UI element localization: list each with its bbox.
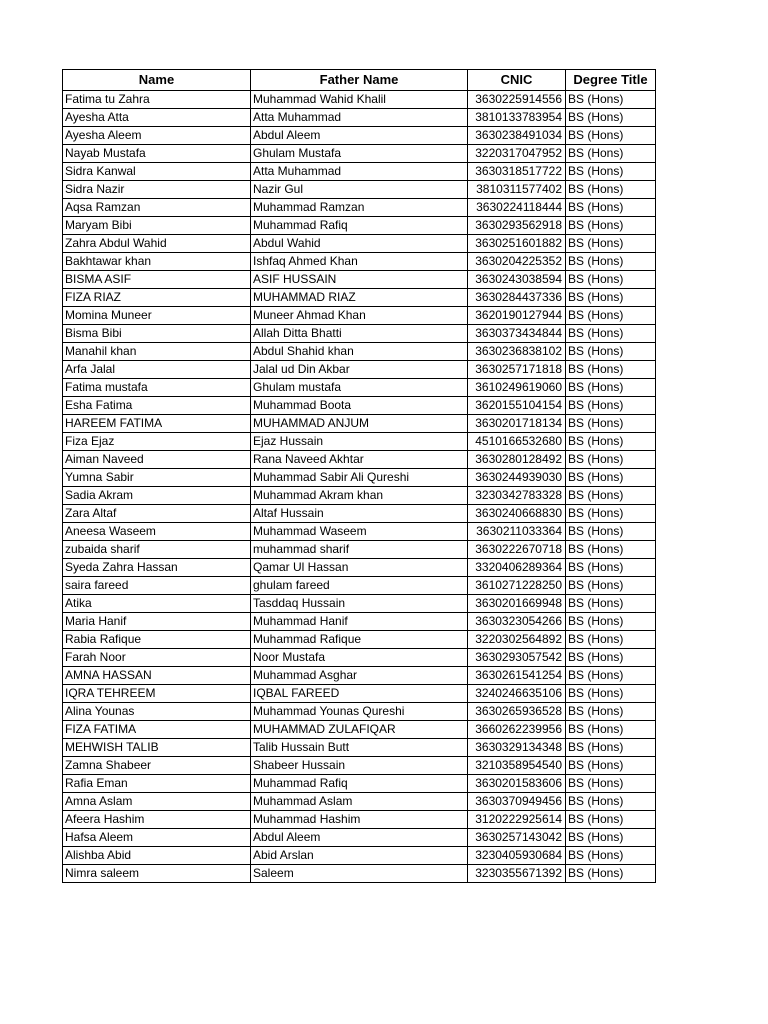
cell-degree-title[interactable]: BS (Hons) [566, 289, 656, 307]
cell-cnic[interactable]: 4510166532680 [468, 433, 566, 451]
table-row [63, 253, 656, 271]
cell-degree-title[interactable]: BS (Hons) [566, 217, 656, 235]
cell-degree-title[interactable]: BS (Hons) [566, 253, 656, 271]
cell-cnic[interactable]: 3630224118444 [468, 199, 566, 217]
table-row [63, 379, 656, 397]
cell-cnic[interactable]: 3220317047952 [468, 145, 566, 163]
cell-father-name[interactable]: Muhammad Hashim [251, 811, 468, 829]
cell-degree-title[interactable]: BS (Hons) [566, 109, 656, 127]
cell-name[interactable]: Momina Muneer [63, 307, 251, 325]
cell-cnic[interactable]: 3630318517722 [468, 163, 566, 181]
table-row [63, 343, 656, 361]
cell-cnic[interactable]: 3660262239956 [468, 721, 566, 739]
table-row [63, 847, 656, 865]
cell-cnic[interactable]: 3630225914556 [468, 91, 566, 109]
cell-father-name[interactable]: MUHAMMAD RIAZ [251, 289, 468, 307]
cell-father-name[interactable]: Muhammad Akram khan [251, 487, 468, 505]
student-table [62, 69, 656, 883]
cell-degree-title[interactable]: BS (Hons) [566, 739, 656, 757]
cell-father-name[interactable]: Abdul Aleem [251, 829, 468, 847]
header-name[interactable]: Name [63, 70, 251, 91]
cell-cnic[interactable]: 3630222670718 [468, 541, 566, 559]
cell-cnic[interactable]: 3630257143042 [468, 829, 566, 847]
cell-degree-title[interactable]: BS (Hons) [566, 703, 656, 721]
cell-degree-title[interactable]: BS (Hons) [566, 433, 656, 451]
cell-cnic[interactable]: 3630265936528 [468, 703, 566, 721]
cell-degree-title[interactable]: BS (Hons) [566, 325, 656, 343]
cell-name[interactable]: Hafsa Aleem [63, 829, 251, 847]
cell-name[interactable]: Arfa Jalal [63, 361, 251, 379]
cell-cnic[interactable]: 3630201718134 [468, 415, 566, 433]
cell-degree-title[interactable]: BS (Hons) [566, 613, 656, 631]
cell-name[interactable]: Sidra Kanwal [63, 163, 251, 181]
cell-cnic[interactable]: 3220302564892 [468, 631, 566, 649]
cell-name[interactable]: zubaida sharif [63, 541, 251, 559]
cell-father-name[interactable]: ghulam fareed [251, 577, 468, 595]
cell-father-name[interactable]: Muneer Ahmad Khan [251, 307, 468, 325]
cell-father-name[interactable]: Muhammad Aslam [251, 793, 468, 811]
cell-cnic[interactable]: 3320406289364 [468, 559, 566, 577]
cell-degree-title[interactable]: BS (Hons) [566, 775, 656, 793]
cell-father-name[interactable]: Qamar Ul Hassan [251, 559, 468, 577]
cell-name[interactable]: Alina Younas [63, 703, 251, 721]
cell-cnic[interactable]: 3630201669948 [468, 595, 566, 613]
cell-name[interactable]: Fatima mustafa [63, 379, 251, 397]
cell-degree-title[interactable]: BS (Hons) [566, 541, 656, 559]
cell-cnic[interactable]: 3210358954540 [468, 757, 566, 775]
cell-father-name[interactable]: IQBAL FAREED [251, 685, 468, 703]
cell-cnic[interactable]: 3630243038594 [468, 271, 566, 289]
table-body [63, 91, 656, 883]
cell-cnic[interactable]: 3630211033364 [468, 523, 566, 541]
table-row [63, 433, 656, 451]
cell-cnic[interactable]: 3610249619060 [468, 379, 566, 397]
cell-father-name[interactable]: Nazir Gul [251, 181, 468, 199]
table-row [63, 235, 656, 253]
table-row [63, 613, 656, 631]
cell-degree-title[interactable]: BS (Hons) [566, 415, 656, 433]
cell-name[interactable]: Ayesha Aleem [63, 127, 251, 145]
cell-father-name[interactable]: Muhammad Waseem [251, 523, 468, 541]
cell-name[interactable]: Zara Altaf [63, 505, 251, 523]
cell-cnic[interactable]: 3630257171818 [468, 361, 566, 379]
cell-name[interactable]: Sidra Nazir [63, 181, 251, 199]
cell-name[interactable]: Esha Fatima [63, 397, 251, 415]
cell-degree-title[interactable]: BS (Hons) [566, 559, 656, 577]
cell-cnic[interactable]: 3230405930684 [468, 847, 566, 865]
table-row [63, 577, 656, 595]
cell-father-name[interactable]: Muhammad Rafique [251, 631, 468, 649]
table-row [63, 325, 656, 343]
table-row [63, 541, 656, 559]
cell-name[interactable]: Rabia Rafique [63, 631, 251, 649]
cell-degree-title[interactable]: BS (Hons) [566, 145, 656, 163]
cell-father-name[interactable]: Abid Arslan [251, 847, 468, 865]
header-degree-title[interactable]: Degree Title [566, 70, 656, 91]
cell-degree-title[interactable]: BS (Hons) [566, 757, 656, 775]
cell-degree-title[interactable]: BS (Hons) [566, 469, 656, 487]
table-row [63, 667, 656, 685]
cell-name[interactable]: FIZA FATIMA [63, 721, 251, 739]
table-row [63, 181, 656, 199]
table-row [63, 595, 656, 613]
table-row [63, 217, 656, 235]
table-row [63, 451, 656, 469]
cell-name[interactable]: Manahil khan [63, 343, 251, 361]
cell-cnic[interactable]: 3620155104154 [468, 397, 566, 415]
cell-cnic[interactable]: 3230355671392 [468, 865, 566, 883]
cell-name[interactable]: HAREEM FATIMA [63, 415, 251, 433]
cell-degree-title[interactable]: BS (Hons) [566, 343, 656, 361]
cell-father-name[interactable]: Rana Naveed Akhtar [251, 451, 468, 469]
cell-father-name[interactable]: Muhammad Asghar [251, 667, 468, 685]
cell-degree-title[interactable]: BS (Hons) [566, 199, 656, 217]
cell-father-name[interactable]: Muhammad Boota [251, 397, 468, 415]
table-row [63, 487, 656, 505]
table-row [63, 811, 656, 829]
cell-name[interactable]: Amna Aslam [63, 793, 251, 811]
cell-degree-title[interactable]: BS (Hons) [566, 793, 656, 811]
table-row [63, 829, 656, 847]
cell-father-name[interactable]: Ejaz Hussain [251, 433, 468, 451]
table-row [63, 361, 656, 379]
cell-name[interactable]: Farah Noor [63, 649, 251, 667]
table-row [63, 199, 656, 217]
table-row [63, 307, 656, 325]
header-row [63, 70, 656, 91]
cell-name[interactable]: Alishba Abid [63, 847, 251, 865]
cell-cnic[interactable]: 3240246635106 [468, 685, 566, 703]
cell-cnic[interactable]: 3630240668830 [468, 505, 566, 523]
cell-degree-title[interactable]: BS (Hons) [566, 379, 656, 397]
cell-name[interactable]: Ayesha Atta [63, 109, 251, 127]
cell-name[interactable]: Nayab Mustafa [63, 145, 251, 163]
cell-degree-title[interactable]: BS (Hons) [566, 721, 656, 739]
cell-father-name[interactable]: Jalal ud Din Akbar [251, 361, 468, 379]
cell-father-name[interactable]: Shabeer Hussain [251, 757, 468, 775]
header-cnic[interactable]: CNIC [468, 70, 566, 91]
cell-name[interactable]: Yumna Sabir [63, 469, 251, 487]
cell-degree-title[interactable]: BS (Hons) [566, 577, 656, 595]
spreadsheet-sheet [62, 69, 656, 883]
table-row [63, 109, 656, 127]
cell-name[interactable]: Fiza Ejaz [63, 433, 251, 451]
cell-degree-title[interactable]: BS (Hons) [566, 667, 656, 685]
cell-father-name[interactable]: muhammad sharif [251, 541, 468, 559]
cell-name[interactable]: Aneesa Waseem [63, 523, 251, 541]
cell-name[interactable]: IQRA TEHREEM [63, 685, 251, 703]
cell-father-name[interactable]: Talib Hussain Butt [251, 739, 468, 757]
cell-degree-title[interactable]: BS (Hons) [566, 181, 656, 199]
cell-name[interactable]: Aiman Naveed [63, 451, 251, 469]
table-row [63, 289, 656, 307]
cell-father-name[interactable]: Ghulam mustafa [251, 379, 468, 397]
cell-father-name[interactable]: Atta Muhammad [251, 163, 468, 181]
cell-degree-title[interactable]: BS (Hons) [566, 487, 656, 505]
cell-father-name[interactable]: Muhammad Rafiq [251, 217, 468, 235]
cell-cnic[interactable]: 3630251601882 [468, 235, 566, 253]
table-row [63, 91, 656, 109]
cell-father-name[interactable]: Muhammad Hanif [251, 613, 468, 631]
table-row [63, 271, 656, 289]
cell-degree-title[interactable]: BS (Hons) [566, 865, 656, 883]
cell-name[interactable]: MEHWISH TALIB [63, 739, 251, 757]
cell-name[interactable]: BISMA ASIF [63, 271, 251, 289]
table-row [63, 415, 656, 433]
cell-name[interactable]: Maryam Bibi [63, 217, 251, 235]
cell-name[interactable]: Bakhtawar khan [63, 253, 251, 271]
cell-cnic[interactable]: 3620190127944 [468, 307, 566, 325]
cell-degree-title[interactable]: BS (Hons) [566, 397, 656, 415]
table-row [63, 397, 656, 415]
cell-degree-title[interactable]: BS (Hons) [566, 811, 656, 829]
cell-name[interactable]: Maria Hanif [63, 613, 251, 631]
cell-father-name[interactable]: Abdul Shahid khan [251, 343, 468, 361]
table-row [63, 559, 656, 577]
cell-father-name[interactable]: Allah Ditta Bhatti [251, 325, 468, 343]
cell-name[interactable]: Rafia Eman [63, 775, 251, 793]
cell-name[interactable]: saira fareed [63, 577, 251, 595]
header-father-name[interactable]: Father Name [251, 70, 468, 91]
cell-father-name[interactable]: Noor Mustafa [251, 649, 468, 667]
table-row [63, 127, 656, 145]
cell-degree-title[interactable]: BS (Hons) [566, 307, 656, 325]
cell-cnic[interactable]: 3630236838102 [468, 343, 566, 361]
table-row [63, 703, 656, 721]
cell-cnic[interactable]: 3630323054266 [468, 613, 566, 631]
cell-father-name[interactable]: Tasddaq Hussain [251, 595, 468, 613]
cell-father-name[interactable]: Ishfaq Ahmed Khan [251, 253, 468, 271]
cell-degree-title[interactable]: BS (Hons) [566, 595, 656, 613]
table-row [63, 163, 656, 181]
cell-degree-title[interactable]: BS (Hons) [566, 271, 656, 289]
cell-cnic[interactable]: 3630370949456 [468, 793, 566, 811]
cell-father-name[interactable]: Muhammad Rafiq [251, 775, 468, 793]
cell-cnic[interactable]: 3630373434844 [468, 325, 566, 343]
cell-degree-title[interactable]: BS (Hons) [566, 235, 656, 253]
cell-degree-title[interactable]: BS (Hons) [566, 847, 656, 865]
cell-name[interactable]: Zahra Abdul Wahid [63, 235, 251, 253]
cell-cnic[interactable]: 3630329134348 [468, 739, 566, 757]
cell-degree-title[interactable]: BS (Hons) [566, 631, 656, 649]
cell-father-name[interactable]: Abdul Aleem [251, 127, 468, 145]
cell-degree-title[interactable]: BS (Hons) [566, 505, 656, 523]
cell-name[interactable]: Atika [63, 595, 251, 613]
cell-degree-title[interactable]: BS (Hons) [566, 91, 656, 109]
cell-father-name[interactable]: ASIF HUSSAIN [251, 271, 468, 289]
cell-father-name[interactable]: Abdul Wahid [251, 235, 468, 253]
cell-cnic[interactable]: 3630284437336 [468, 289, 566, 307]
table-row [63, 757, 656, 775]
cell-cnic[interactable]: 3630244939030 [468, 469, 566, 487]
cell-degree-title[interactable]: BS (Hons) [566, 127, 656, 145]
cell-name[interactable]: Fatima tu Zahra [63, 91, 251, 109]
table-row [63, 145, 656, 163]
cell-father-name[interactable]: MUHAMMAD ZULAFIQAR [251, 721, 468, 739]
table-row [63, 721, 656, 739]
cell-father-name[interactable]: Saleem [251, 865, 468, 883]
cell-cnic[interactable]: 3630204225352 [468, 253, 566, 271]
cell-name[interactable]: Syeda Zahra Hassan [63, 559, 251, 577]
cell-cnic[interactable]: 3630293057542 [468, 649, 566, 667]
cell-father-name[interactable]: MUHAMMAD ANJUM [251, 415, 468, 433]
table-row [63, 793, 656, 811]
cell-father-name[interactable]: Muhammad Younas Qureshi [251, 703, 468, 721]
cell-degree-title[interactable]: BS (Hons) [566, 523, 656, 541]
cell-cnic[interactable]: 3630280128492 [468, 451, 566, 469]
cell-cnic[interactable]: 3810311577402 [468, 181, 566, 199]
cell-degree-title[interactable]: BS (Hons) [566, 685, 656, 703]
cell-name[interactable]: Sadia Akram [63, 487, 251, 505]
table-row [63, 523, 656, 541]
cell-father-name[interactable]: Atta Muhammad [251, 109, 468, 127]
cell-cnic[interactable]: 3630201583606 [468, 775, 566, 793]
table-row [63, 505, 656, 523]
cell-degree-title[interactable]: BS (Hons) [566, 361, 656, 379]
cell-father-name[interactable]: Ghulam Mustafa [251, 145, 468, 163]
table-row [63, 649, 656, 667]
cell-father-name[interactable]: Muhammad Sabir Ali Qureshi [251, 469, 468, 487]
cell-cnic[interactable]: 3610271228250 [468, 577, 566, 595]
table-row [63, 469, 656, 487]
cell-cnic[interactable]: 3630238491034 [468, 127, 566, 145]
cell-name[interactable]: Nimra saleem [63, 865, 251, 883]
cell-name[interactable]: Bisma Bibi [63, 325, 251, 343]
cell-father-name[interactable]: Muhammad Ramzan [251, 199, 468, 217]
table-row [63, 631, 656, 649]
cell-name[interactable]: Afeera Hashim [63, 811, 251, 829]
cell-cnic[interactable]: 3630293562918 [468, 217, 566, 235]
cell-name[interactable]: FIZA RIAZ [63, 289, 251, 307]
cell-cnic[interactable]: 3630261541254 [468, 667, 566, 685]
cell-father-name[interactable]: Altaf Hussain [251, 505, 468, 523]
cell-name[interactable]: Zamna Shabeer [63, 757, 251, 775]
cell-degree-title[interactable]: BS (Hons) [566, 451, 656, 469]
table-row [63, 685, 656, 703]
cell-cnic[interactable]: 3810133783954 [468, 109, 566, 127]
cell-name[interactable]: AMNA HASSAN [63, 667, 251, 685]
table-row [63, 739, 656, 757]
cell-degree-title[interactable]: BS (Hons) [566, 163, 656, 181]
table-row [63, 775, 656, 793]
cell-cnic[interactable]: 3120222925614 [468, 811, 566, 829]
cell-cnic[interactable]: 3230342783328 [468, 487, 566, 505]
cell-father-name[interactable]: Muhammad Wahid Khalil [251, 91, 468, 109]
table-row [63, 865, 656, 883]
cell-degree-title[interactable]: BS (Hons) [566, 649, 656, 667]
cell-name[interactable]: Aqsa Ramzan [63, 199, 251, 217]
cell-degree-title[interactable]: BS (Hons) [566, 829, 656, 847]
